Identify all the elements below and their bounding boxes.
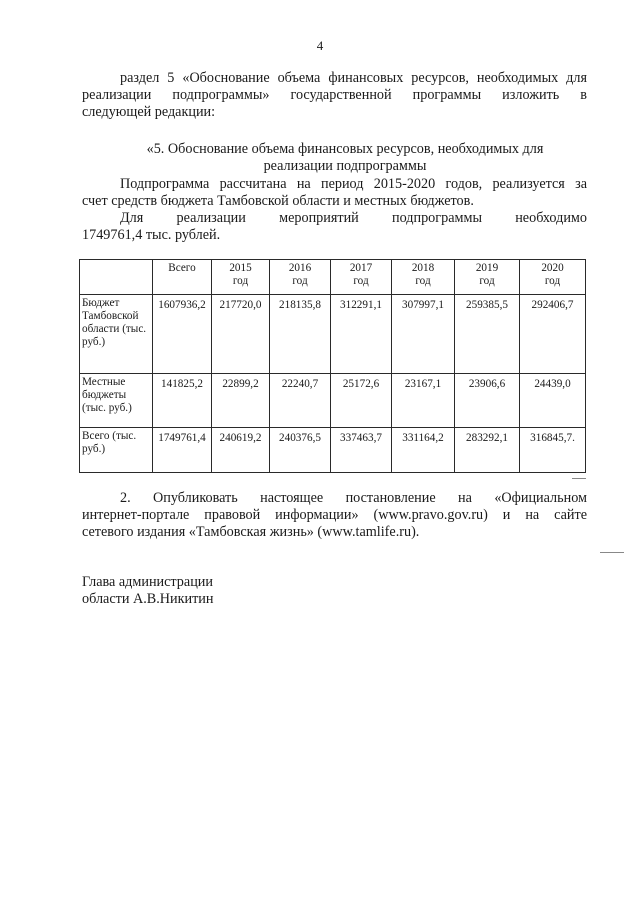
body-p2-line-1: Для реализации мероприятий подпрограммы необходимо	[120, 210, 587, 226]
header-2020: 2020 год	[520, 260, 586, 295]
cell-value: 23167,1	[392, 374, 455, 428]
cell-value: 1607936,2	[153, 295, 212, 374]
body-p1-line-2: счет средств бюджета Тамбовской области и местных бюджетов.	[82, 193, 474, 209]
header-empty-cell	[80, 260, 153, 295]
scan-mark	[600, 552, 624, 553]
publish-line-1: 2. Опубликовать настоящее постановление на «Официальном	[120, 490, 587, 506]
publish-line-2: интернет-портале правовой информации» (www.pravo.gov.ru) и на сайте	[82, 507, 587, 523]
table-row	[80, 428, 586, 473]
row-label: Всего (тыс. руб.)	[80, 428, 153, 473]
header-2016: 2016 год	[270, 260, 331, 295]
publish-line-3: сетевого издания «Тамбовская жизнь» (www.tamlife.ru).	[82, 524, 420, 540]
scan-mark	[572, 478, 586, 479]
intro-line-3: следующей редакции:	[82, 104, 216, 120]
cell-value: 316845,7.	[520, 428, 586, 473]
table-header-row	[80, 260, 586, 295]
table-row	[80, 295, 586, 374]
cell-value: 240619,2	[212, 428, 270, 473]
cell-value: 337463,7	[331, 428, 392, 473]
cell-value: 312291,1	[331, 295, 392, 374]
header-2018: 2018 год	[392, 260, 455, 295]
cell-value: 283292,1	[455, 428, 520, 473]
signature-line-1: Глава администрации	[82, 574, 213, 590]
row-label: Бюджет Тамбовской области (тыс. руб.)	[80, 295, 153, 374]
cell-value: 24439,0	[520, 374, 586, 428]
table-row	[80, 374, 586, 428]
body-p2-line-2: 1749761,4 тыс. рублей.	[82, 227, 221, 243]
financing-table	[79, 259, 586, 473]
cell-value: 22240,7	[270, 374, 331, 428]
cell-value: 1749761,4	[153, 428, 212, 473]
header-2019: 2019 год	[455, 260, 520, 295]
header-2015: 2015 год	[212, 260, 270, 295]
cell-value: 23906,6	[455, 374, 520, 428]
cell-value: 25172,6	[331, 374, 392, 428]
cell-value: 22899,2	[212, 374, 270, 428]
cell-value: 307997,1	[392, 295, 455, 374]
cell-value: 218135,8	[270, 295, 331, 374]
intro-line-2: реализации подпрограммы» государственной программы изложить в	[82, 87, 587, 103]
page-number: 4	[316, 38, 324, 53]
row-label: Местные бюджеты (тыс. руб.)	[80, 374, 153, 428]
cell-value: 217720,0	[212, 295, 270, 374]
cell-value: 331164,2	[392, 428, 455, 473]
section-title-line-2: реализации подпрограммы	[263, 158, 427, 174]
intro-line-1: раздел 5 «Обоснование объема финансовых ресурсов, необходимых для	[120, 70, 587, 86]
section-title-line-1: «5. Обоснование объема финансовых ресурсов, необходимых для	[146, 141, 544, 157]
cell-value: 240376,5	[270, 428, 331, 473]
cell-value: 141825,2	[153, 374, 212, 428]
body-p1-line-1: Подпрограмма рассчитана на период 2015-2020 годов, реализуется за	[120, 176, 587, 192]
header-total: Всего	[153, 260, 212, 295]
signature-line-2: области А.В.Никитин	[82, 591, 214, 607]
signature-block	[82, 574, 213, 608]
cell-value: 259385,5	[455, 295, 520, 374]
cell-value: 292406,7	[520, 295, 586, 374]
header-2017: 2017 год	[331, 260, 392, 295]
